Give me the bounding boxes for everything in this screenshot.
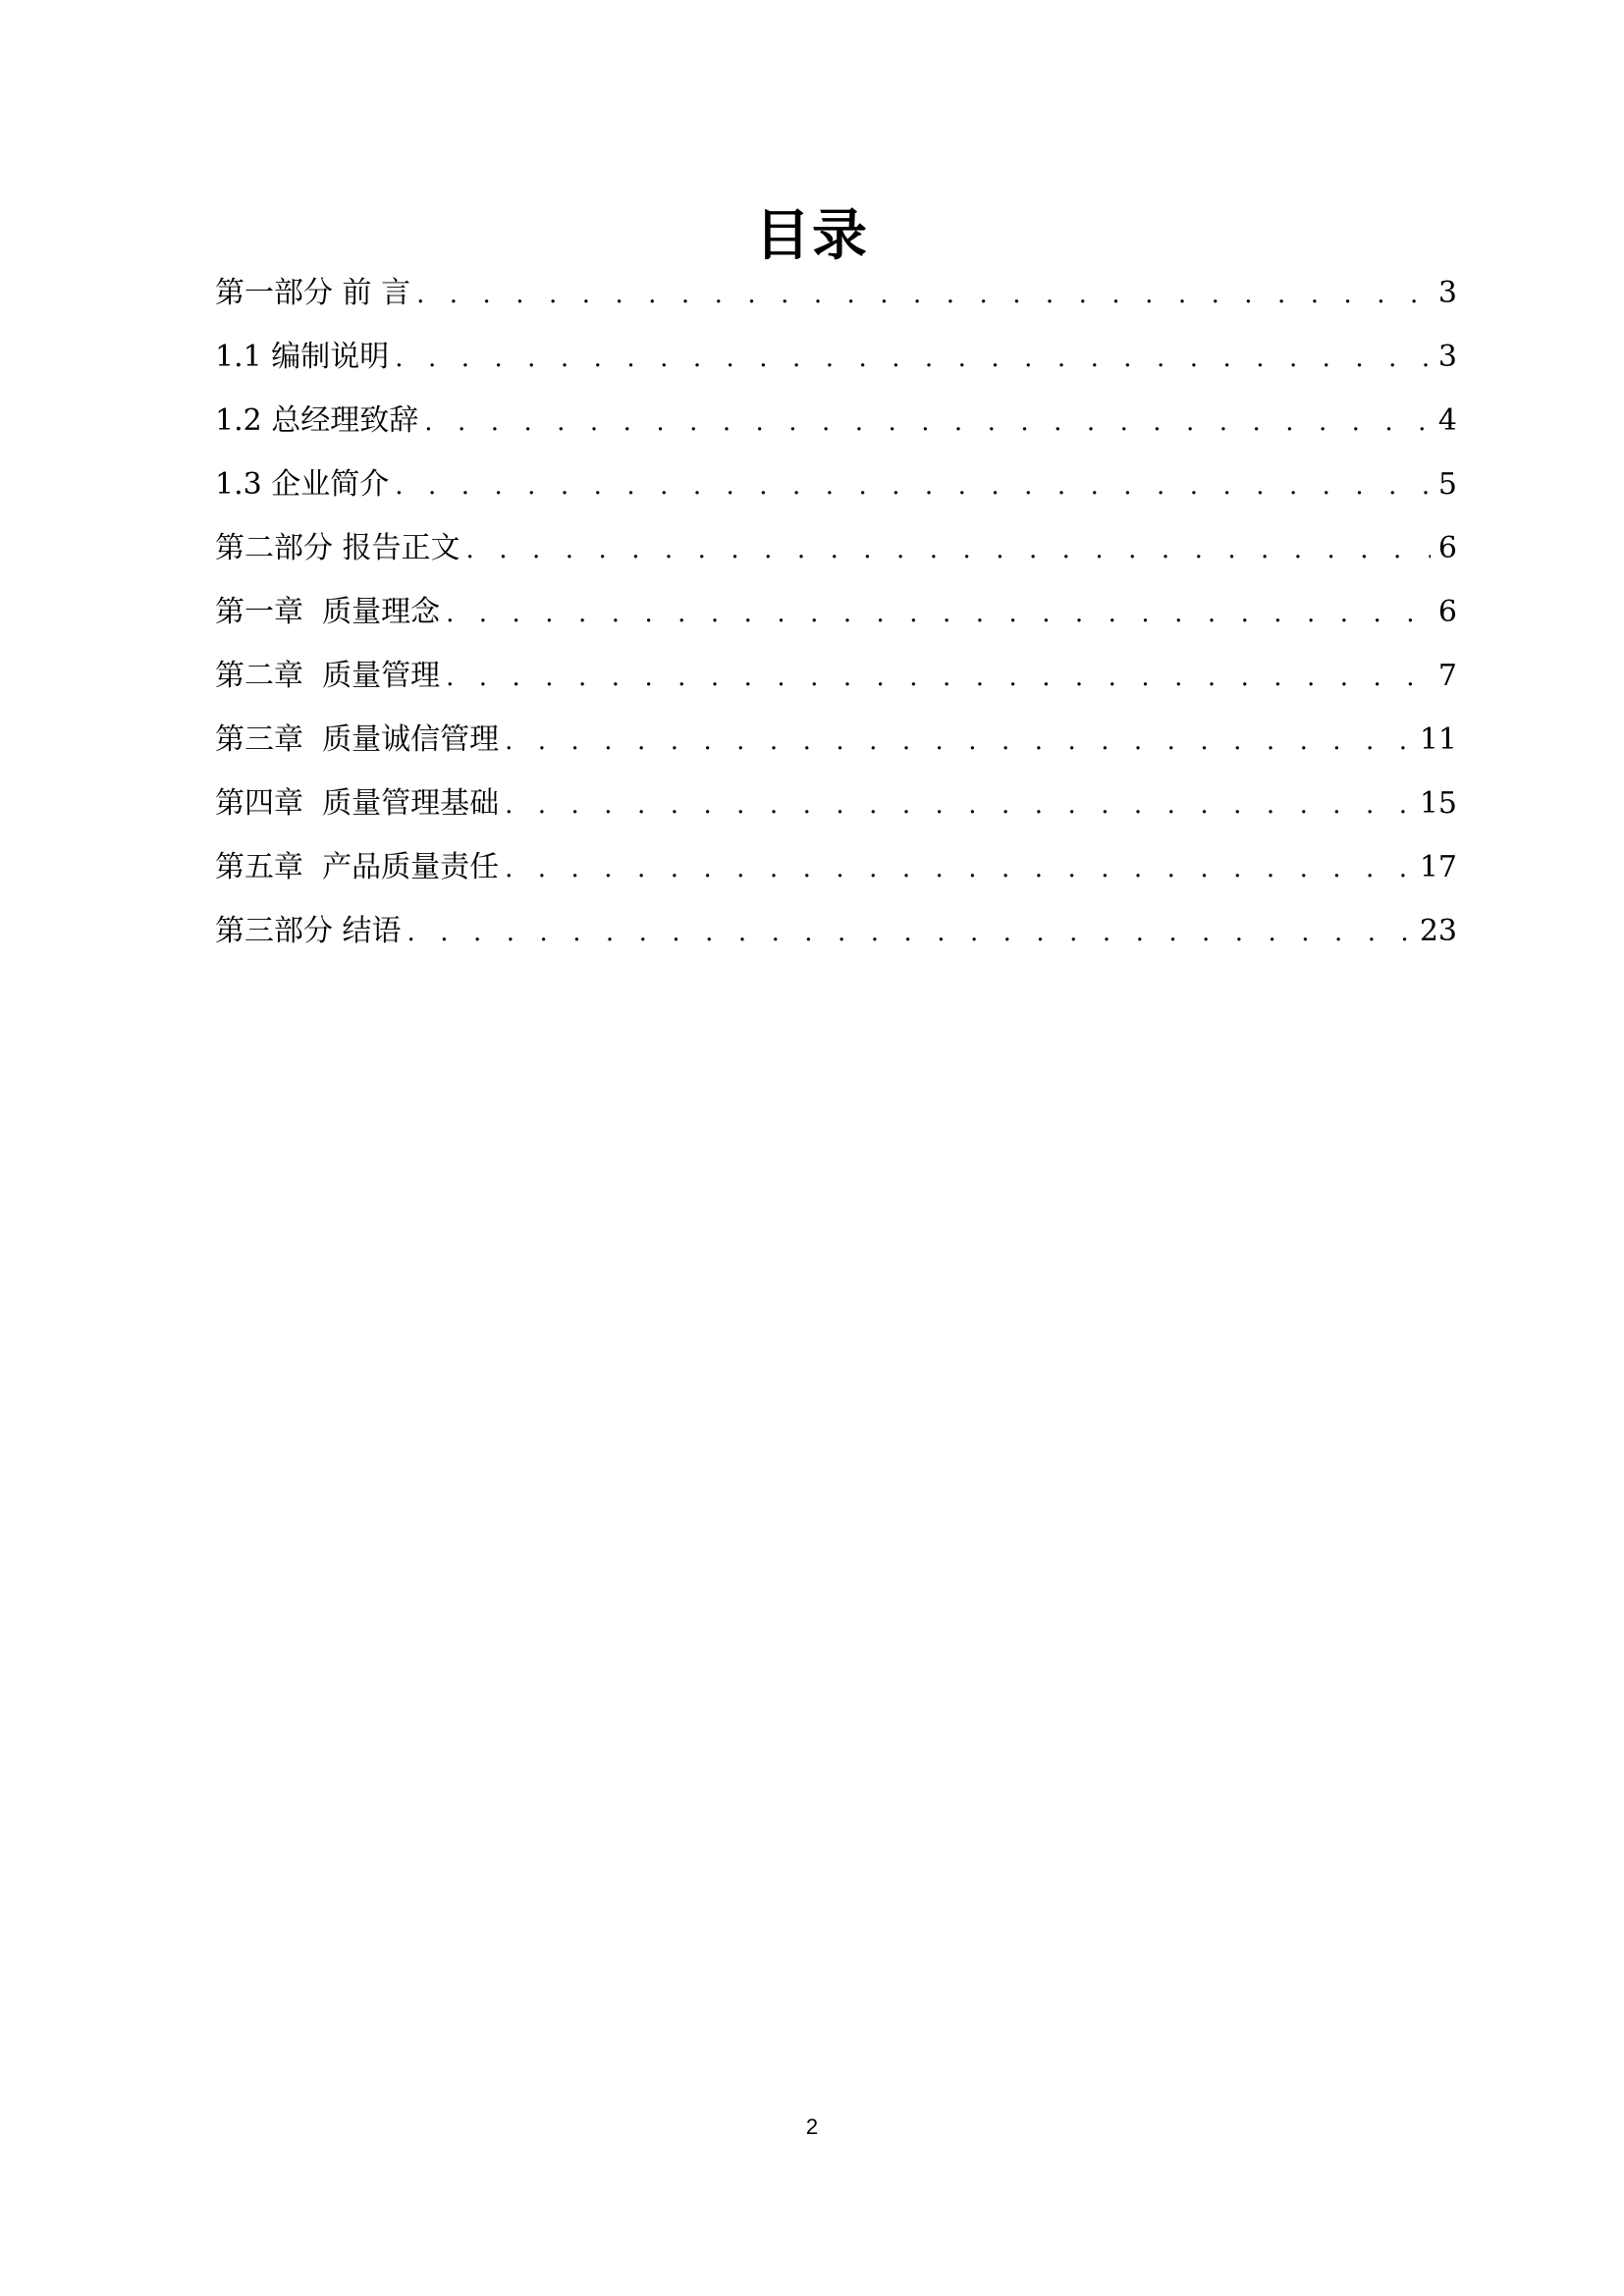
- toc-dot-leader: [505, 719, 1412, 764]
- toc-entry-page: 7: [1437, 659, 1457, 693]
- toc-entry[interactable]: [215, 271, 1457, 335]
- toc-entry-page: 23: [1419, 914, 1457, 948]
- toc-entry[interactable]: [215, 845, 1457, 909]
- toc-dot-leader: [466, 527, 1431, 572]
- toc-entry[interactable]: [215, 462, 1457, 526]
- toc-entry-page: 15: [1419, 786, 1457, 821]
- toc-entry-label: 1.3 企业简介: [215, 467, 390, 502]
- toc-dot-leader: [505, 846, 1412, 891]
- toc-entry-page: 17: [1419, 850, 1457, 884]
- toc-dot-leader: [446, 591, 1431, 636]
- toc-entry-label: 第二章 质量管理: [215, 659, 441, 693]
- toc-dot-leader: [424, 400, 1431, 445]
- toc-dot-leader: [505, 782, 1412, 828]
- toc-entry[interactable]: [215, 909, 1457, 973]
- toc-entry[interactable]: [215, 654, 1457, 718]
- toc-entry-label: 第三部分 结语: [215, 914, 402, 948]
- toc-entry[interactable]: [215, 590, 1457, 654]
- toc-entry-label: 第四章 质量管理基础: [215, 786, 500, 821]
- toc-dot-leader: [407, 910, 1412, 955]
- toc-entry-page: 6: [1437, 595, 1457, 629]
- toc-entry[interactable]: [215, 399, 1457, 462]
- toc-entry-label: 第一章 质量理念: [215, 595, 441, 629]
- toc-dot-leader: [395, 463, 1431, 508]
- toc-entry-label: 第二部分 报告正文: [215, 531, 460, 565]
- toc-entry[interactable]: [215, 335, 1457, 399]
- toc-dot-leader: [395, 336, 1431, 381]
- toc-entry-label: 1.2 总经理致辞: [215, 403, 419, 438]
- toc-entry-label: 第三章 质量诚信管理: [215, 722, 500, 757]
- toc-entry-page: 4: [1437, 403, 1457, 438]
- toc-entry-page: 11: [1419, 722, 1457, 757]
- toc-entry[interactable]: [215, 781, 1457, 845]
- toc-entry[interactable]: [215, 526, 1457, 590]
- toc-entry-label: 第五章 产品质量责任: [215, 850, 500, 884]
- toc-entry-page: 3: [1437, 276, 1457, 310]
- page-number: 2: [805, 2114, 819, 2139]
- toc-entry-page: 3: [1437, 340, 1457, 374]
- toc-dot-leader: [446, 655, 1431, 700]
- toc-entry[interactable]: [215, 718, 1457, 781]
- toc-entry-label: 1.1 编制说明: [215, 340, 390, 374]
- toc-entry-page: 5: [1437, 467, 1457, 502]
- toc-title: 目录: [755, 203, 869, 268]
- toc-list: [215, 271, 1457, 973]
- toc-entry-page: 6: [1437, 531, 1457, 565]
- toc-entry-label: 第一部分 前 言: [215, 276, 411, 310]
- toc-dot-leader: [416, 272, 1431, 317]
